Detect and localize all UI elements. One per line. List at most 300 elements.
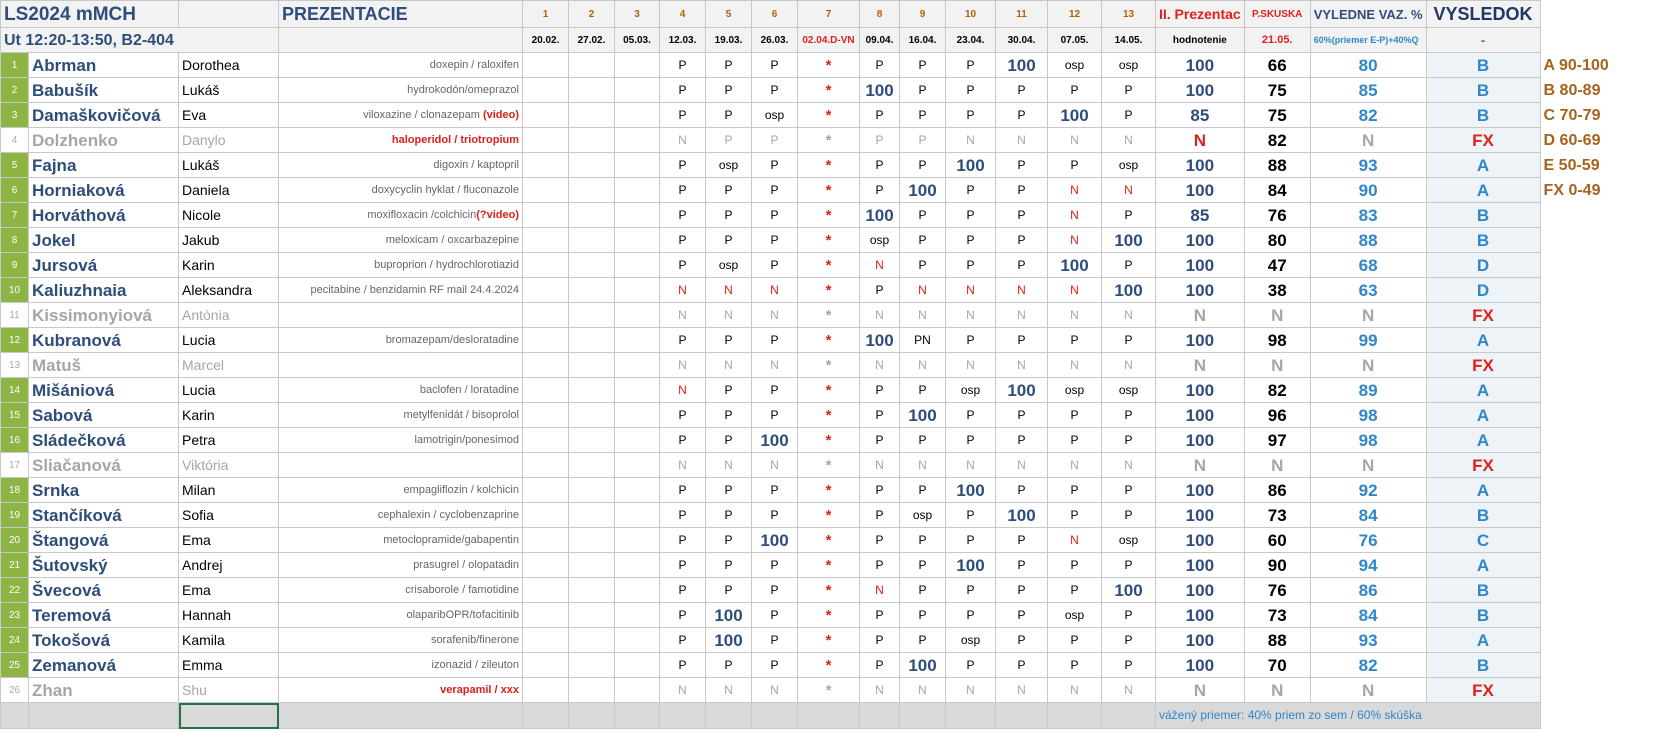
session-num[interactable]: 13 [1102, 1, 1156, 28]
attendance-cell[interactable]: N [946, 128, 996, 153]
student-firstname[interactable]: Antónia [179, 303, 279, 328]
session-num[interactable]: 7 [798, 1, 860, 28]
attendance-cell[interactable]: P [660, 153, 706, 178]
prezentacie-header[interactable]: PREZENTACIE [279, 1, 523, 28]
attendance-cell[interactable]: P [946, 503, 996, 528]
attendance-cell[interactable]: 100 [1102, 278, 1156, 303]
attendance-cell[interactable]: N [900, 278, 946, 303]
attendance-cell[interactable]: P [1102, 653, 1156, 678]
attendance-cell[interactable]: * [798, 128, 860, 153]
attendance-cell[interactable]: P [996, 203, 1048, 228]
attendance-cell[interactable]: P [1102, 78, 1156, 103]
attendance-cell[interactable]: N [1048, 678, 1102, 703]
attendance-cell[interactable]: P [860, 103, 900, 128]
p-skuska-header[interactable]: P.SKUSKA [1244, 1, 1310, 28]
attendance-cell[interactable]: * [798, 78, 860, 103]
row-number[interactable]: 23 [1, 603, 29, 628]
attendance-cell[interactable]: P [946, 203, 996, 228]
header-cell[interactable] [179, 1, 279, 28]
attendance-cell[interactable]: 100 [1048, 103, 1102, 128]
final-grade[interactable]: B [1426, 203, 1540, 228]
attendance-cell[interactable]: * [798, 603, 860, 628]
weighted-result[interactable]: 80 [1310, 53, 1426, 78]
attendance-cell[interactable]: 100 [706, 628, 752, 653]
attendance-cell[interactable]: P [996, 78, 1048, 103]
attendance-cell[interactable] [523, 528, 569, 553]
attendance-cell[interactable]: P [752, 53, 798, 78]
attendance-cell[interactable]: 100 [996, 503, 1048, 528]
attendance-cell[interactable]: P [1102, 203, 1156, 228]
attendance-cell[interactable]: P [996, 403, 1048, 428]
attendance-cell[interactable]: P [900, 103, 946, 128]
attendance-cell[interactable]: P [752, 178, 798, 203]
attendance-cell[interactable] [523, 228, 569, 253]
attendance-cell[interactable]: osp [1102, 53, 1156, 78]
final-grade[interactable]: FX [1426, 128, 1540, 153]
final-grade[interactable]: A [1426, 153, 1540, 178]
attendance-cell[interactable] [569, 203, 615, 228]
attendance-cell[interactable]: P [706, 503, 752, 528]
attendance-cell[interactable]: P [860, 403, 900, 428]
session-num[interactable]: 8 [860, 1, 900, 28]
attendance-cell[interactable] [569, 353, 615, 378]
student-firstname[interactable]: Petra [179, 428, 279, 453]
student-firstname[interactable]: Karin [179, 253, 279, 278]
attendance-cell[interactable]: P [900, 553, 946, 578]
student-surname[interactable]: Stančíková [29, 503, 179, 528]
drug-assignment[interactable] [279, 428, 523, 453]
student-firstname[interactable]: Eva [179, 103, 279, 128]
attendance-cell[interactable]: osp [900, 503, 946, 528]
row-number[interactable]: 3 [1, 103, 29, 128]
session-date[interactable]: 05.03. [615, 28, 660, 53]
attendance-cell[interactable]: P [860, 428, 900, 453]
weighted-result[interactable]: 93 [1310, 153, 1426, 178]
footer-cell[interactable] [615, 703, 660, 729]
student-surname[interactable]: Teremová [29, 603, 179, 628]
p-skuska-score[interactable]: 82 [1244, 128, 1310, 153]
session-num[interactable]: 12 [1048, 1, 1102, 28]
attendance-cell[interactable]: N [996, 278, 1048, 303]
attendance-cell[interactable] [523, 428, 569, 453]
attendance-cell[interactable]: P [946, 253, 996, 278]
attendance-cell[interactable] [569, 603, 615, 628]
p-skuska-score[interactable]: 80 [1244, 228, 1310, 253]
p-skuska-score[interactable]: 75 [1244, 103, 1310, 128]
final-grade[interactable]: FX [1426, 678, 1540, 703]
attendance-cell[interactable]: P [752, 578, 798, 603]
student-surname[interactable]: Kubranová [29, 328, 179, 353]
attendance-cell[interactable]: N [900, 678, 946, 703]
ii-prezentacia-score[interactable]: 100 [1156, 628, 1245, 653]
p-skuska-score[interactable]: 70 [1244, 653, 1310, 678]
attendance-cell[interactable]: * [798, 103, 860, 128]
weighted-result[interactable]: 90 [1310, 178, 1426, 203]
drug-assignment[interactable] [279, 478, 523, 503]
attendance-cell[interactable]: P [1048, 78, 1102, 103]
student-surname[interactable]: Sabová [29, 403, 179, 428]
attendance-cell[interactable]: P [1102, 628, 1156, 653]
attendance-cell[interactable] [615, 153, 660, 178]
attendance-cell[interactable]: 100 [860, 328, 900, 353]
attendance-cell[interactable]: P [860, 478, 900, 503]
row-number[interactable]: 16 [1, 428, 29, 453]
attendance-cell[interactable]: N [660, 128, 706, 153]
row-number[interactable]: 12 [1, 328, 29, 353]
weighted-result[interactable]: 76 [1310, 528, 1426, 553]
student-surname[interactable]: Fajna [29, 153, 179, 178]
hodnotenie-header[interactable]: hodnotenie [1156, 28, 1245, 53]
attendance-cell[interactable]: P [860, 628, 900, 653]
attendance-cell[interactable]: N [996, 128, 1048, 153]
attendance-cell[interactable]: osp [1102, 153, 1156, 178]
attendance-cell[interactable]: osp [752, 103, 798, 128]
attendance-cell[interactable]: N [996, 353, 1048, 378]
attendance-cell[interactable]: P [946, 228, 996, 253]
attendance-cell[interactable] [523, 53, 569, 78]
footer-cell[interactable] [996, 703, 1048, 729]
attendance-cell[interactable]: P [706, 478, 752, 503]
attendance-cell[interactable] [523, 503, 569, 528]
attendance-cell[interactable]: N [996, 453, 1048, 478]
weighted-result[interactable]: 93 [1310, 628, 1426, 653]
p-skuska-score[interactable]: 84 [1244, 178, 1310, 203]
final-grade[interactable]: FX [1426, 453, 1540, 478]
attendance-cell[interactable]: P [860, 53, 900, 78]
student-firstname[interactable]: Milan [179, 478, 279, 503]
student-surname[interactable]: Dolzhenko [29, 128, 179, 153]
ii-prezentacia-score[interactable]: 100 [1156, 328, 1245, 353]
attendance-cell[interactable] [569, 328, 615, 353]
row-number[interactable]: 15 [1, 403, 29, 428]
row-number[interactable]: 4 [1, 128, 29, 153]
attendance-cell[interactable] [523, 403, 569, 428]
attendance-cell[interactable] [523, 453, 569, 478]
attendance-cell[interactable]: osp [706, 153, 752, 178]
attendance-cell[interactable] [615, 678, 660, 703]
final-grade[interactable]: A [1426, 378, 1540, 403]
student-surname[interactable]: Srnka [29, 478, 179, 503]
attendance-cell[interactable]: P [946, 603, 996, 628]
final-grade[interactable]: B [1426, 653, 1540, 678]
attendance-cell[interactable] [569, 503, 615, 528]
ii-prezentacia-score[interactable]: 100 [1156, 578, 1245, 603]
student-surname[interactable]: Jokel [29, 228, 179, 253]
attendance-cell[interactable] [615, 203, 660, 228]
attendance-cell[interactable]: 100 [860, 78, 900, 103]
drug-assignment[interactable] [279, 53, 523, 78]
attendance-cell[interactable]: N [752, 278, 798, 303]
attendance-cell[interactable]: N [706, 278, 752, 303]
attendance-cell[interactable]: 100 [752, 428, 798, 453]
attendance-cell[interactable] [615, 478, 660, 503]
ii-prezentacia-score[interactable]: 100 [1156, 153, 1245, 178]
attendance-cell[interactable] [523, 603, 569, 628]
attendance-cell[interactable] [569, 428, 615, 453]
ii-prezentacia-score[interactable]: 100 [1156, 428, 1245, 453]
student-surname[interactable]: Horniaková [29, 178, 179, 203]
attendance-cell[interactable] [569, 178, 615, 203]
final-grade[interactable]: FX [1426, 353, 1540, 378]
session-num[interactable]: 9 [900, 1, 946, 28]
ii-prezentacia-score[interactable]: N [1156, 353, 1245, 378]
drug-assignment[interactable] [279, 78, 523, 103]
attendance-cell[interactable]: P [1102, 328, 1156, 353]
ii-prezentacia-score[interactable]: 100 [1156, 253, 1245, 278]
row-number[interactable]: 21 [1, 553, 29, 578]
attendance-cell[interactable]: P [752, 653, 798, 678]
attendance-cell[interactable]: 100 [860, 203, 900, 228]
footer-cell[interactable] [946, 703, 996, 729]
attendance-cell[interactable]: P [752, 203, 798, 228]
header-cell[interactable] [279, 28, 523, 53]
row-number[interactable]: 8 [1, 228, 29, 253]
weighted-result[interactable]: 86 [1310, 578, 1426, 603]
attendance-cell[interactable]: P [660, 53, 706, 78]
attendance-cell[interactable]: P [706, 378, 752, 403]
p-skuska-score[interactable]: 73 [1244, 503, 1310, 528]
row-number[interactable]: 5 [1, 153, 29, 178]
attendance-cell[interactable]: P [752, 378, 798, 403]
weighted-result[interactable]: 89 [1310, 378, 1426, 403]
attendance-cell[interactable] [523, 353, 569, 378]
attendance-cell[interactable]: P [860, 653, 900, 678]
attendance-cell[interactable]: osp [946, 378, 996, 403]
row-number[interactable]: 10 [1, 278, 29, 303]
attendance-cell[interactable]: * [798, 53, 860, 78]
student-firstname[interactable]: Daniela [179, 178, 279, 203]
ii-prezentacia-score[interactable]: 100 [1156, 553, 1245, 578]
attendance-cell[interactable] [523, 203, 569, 228]
attendance-cell[interactable]: N [860, 578, 900, 603]
ii-prezentacia-score[interactable]: N [1156, 453, 1245, 478]
drug-assignment[interactable] [279, 203, 523, 228]
ii-prezentacia-score[interactable]: 100 [1156, 178, 1245, 203]
attendance-cell[interactable]: * [798, 178, 860, 203]
attendance-cell[interactable]: P [900, 253, 946, 278]
student-firstname[interactable]: Shu [179, 678, 279, 703]
weighted-result[interactable]: 82 [1310, 653, 1426, 678]
attendance-cell[interactable]: N [946, 678, 996, 703]
session-date[interactable]: 12.03. [660, 28, 706, 53]
row-number[interactable]: 22 [1, 578, 29, 603]
attendance-cell[interactable]: N [996, 303, 1048, 328]
attendance-cell[interactable]: P [752, 628, 798, 653]
attendance-cell[interactable]: P [660, 178, 706, 203]
attendance-cell[interactable]: P [752, 553, 798, 578]
p-skuska-score[interactable]: 60 [1244, 528, 1310, 553]
attendance-cell[interactable]: N [660, 453, 706, 478]
attendance-cell[interactable] [523, 253, 569, 278]
ii-prezentacia-score[interactable]: 100 [1156, 278, 1245, 303]
attendance-cell[interactable]: P [946, 428, 996, 453]
row-number[interactable]: 14 [1, 378, 29, 403]
drug-assignment[interactable] [279, 453, 523, 478]
attendance-cell[interactable]: N [706, 678, 752, 703]
attendance-cell[interactable] [569, 278, 615, 303]
attendance-cell[interactable] [615, 303, 660, 328]
p-skuska-score[interactable]: 88 [1244, 628, 1310, 653]
attendance-cell[interactable]: N [1102, 353, 1156, 378]
attendance-cell[interactable]: N [946, 303, 996, 328]
attendance-cell[interactable]: * [798, 228, 860, 253]
attendance-cell[interactable]: P [752, 403, 798, 428]
footer-cell[interactable] [523, 703, 569, 729]
attendance-cell[interactable]: osp [946, 628, 996, 653]
attendance-cell[interactable] [615, 353, 660, 378]
attendance-cell[interactable]: P [706, 203, 752, 228]
attendance-cell[interactable]: P [660, 253, 706, 278]
attendance-cell[interactable] [569, 103, 615, 128]
final-grade[interactable]: A [1426, 478, 1540, 503]
attendance-cell[interactable]: P [1102, 478, 1156, 503]
p-skuska-score[interactable]: N [1244, 353, 1310, 378]
attendance-cell[interactable] [615, 578, 660, 603]
weighted-result[interactable]: 63 [1310, 278, 1426, 303]
drug-assignment[interactable] [279, 153, 523, 178]
attendance-cell[interactable] [569, 678, 615, 703]
attendance-cell[interactable] [569, 228, 615, 253]
drug-assignment[interactable] [279, 653, 523, 678]
attendance-cell[interactable] [615, 553, 660, 578]
attendance-cell[interactable]: * [798, 278, 860, 303]
row-number[interactable]: 20 [1, 528, 29, 553]
attendance-cell[interactable]: P [660, 578, 706, 603]
attendance-cell[interactable] [523, 278, 569, 303]
student-surname[interactable]: Sliačanová [29, 453, 179, 478]
attendance-cell[interactable]: P [752, 253, 798, 278]
attendance-cell[interactable]: P [1048, 653, 1102, 678]
weighted-result[interactable]: 98 [1310, 428, 1426, 453]
footer-cell[interactable] [279, 703, 523, 729]
ii-prezentacia-score[interactable]: 100 [1156, 528, 1245, 553]
attendance-cell[interactable]: N [1048, 203, 1102, 228]
attendance-cell[interactable]: P [752, 503, 798, 528]
attendance-cell[interactable] [615, 428, 660, 453]
final-grade[interactable]: D [1426, 253, 1540, 278]
attendance-cell[interactable]: N [1048, 178, 1102, 203]
ii-prezentacia-score[interactable]: 100 [1156, 503, 1245, 528]
attendance-cell[interactable] [523, 653, 569, 678]
attendance-cell[interactable]: P [1102, 553, 1156, 578]
attendance-cell[interactable] [615, 228, 660, 253]
empty-cell[interactable] [1540, 1, 1640, 28]
attendance-cell[interactable]: P [946, 578, 996, 603]
attendance-cell[interactable]: P [900, 128, 946, 153]
attendance-cell[interactable] [569, 253, 615, 278]
student-surname[interactable]: Mišániová [29, 378, 179, 403]
p-skuska-score[interactable]: 47 [1244, 253, 1310, 278]
attendance-cell[interactable]: P [996, 578, 1048, 603]
attendance-cell[interactable]: P [660, 553, 706, 578]
attendance-cell[interactable] [615, 53, 660, 78]
attendance-cell[interactable]: P [706, 428, 752, 453]
student-surname[interactable]: Šutovský [29, 553, 179, 578]
attendance-cell[interactable]: * [798, 328, 860, 353]
session-date[interactable]: 19.03. [706, 28, 752, 53]
attendance-cell[interactable]: N [660, 353, 706, 378]
attendance-cell[interactable]: P [660, 78, 706, 103]
student-firstname[interactable]: Jakub [179, 228, 279, 253]
attendance-cell[interactable]: P [996, 603, 1048, 628]
drug-assignment[interactable] [279, 353, 523, 378]
weighted-result[interactable]: 94 [1310, 553, 1426, 578]
attendance-cell[interactable]: P [660, 403, 706, 428]
drug-assignment[interactable] [279, 503, 523, 528]
drug-assignment[interactable] [279, 678, 523, 703]
weighted-result[interactable]: 82 [1310, 103, 1426, 128]
attendance-cell[interactable] [615, 528, 660, 553]
session-num[interactable]: 10 [946, 1, 996, 28]
footer-cell[interactable] [798, 703, 860, 729]
attendance-cell[interactable]: N [996, 678, 1048, 703]
ii-prezentacia-score[interactable]: 100 [1156, 378, 1245, 403]
attendance-cell[interactable] [523, 478, 569, 503]
attendance-cell[interactable] [615, 278, 660, 303]
attendance-cell[interactable]: P [900, 603, 946, 628]
attendance-cell[interactable]: P [706, 403, 752, 428]
session-date[interactable]: 23.04. [946, 28, 996, 53]
attendance-cell[interactable]: * [798, 553, 860, 578]
final-grade[interactable]: A [1426, 328, 1540, 353]
attendance-cell[interactable]: N [1048, 128, 1102, 153]
session-num[interactable]: 4 [660, 1, 706, 28]
drug-assignment[interactable] [279, 303, 523, 328]
attendance-cell[interactable] [569, 153, 615, 178]
attendance-cell[interactable]: P [860, 553, 900, 578]
attendance-cell[interactable]: P [946, 178, 996, 203]
session-num[interactable]: 6 [752, 1, 798, 28]
attendance-cell[interactable]: 100 [900, 653, 946, 678]
attendance-cell[interactable]: P [996, 228, 1048, 253]
attendance-cell[interactable]: P [996, 628, 1048, 653]
final-grade[interactable]: D [1426, 278, 1540, 303]
attendance-cell[interactable]: * [798, 478, 860, 503]
attendance-cell[interactable] [523, 678, 569, 703]
attendance-cell[interactable]: P [900, 78, 946, 103]
p-skuska-date[interactable]: 21.05. [1244, 28, 1310, 53]
row-number[interactable]: 6 [1, 178, 29, 203]
attendance-cell[interactable] [569, 553, 615, 578]
attendance-cell[interactable]: * [798, 628, 860, 653]
vysledne-formula[interactable]: 60%(priemer E-P)+40%Q [1310, 28, 1426, 53]
session-num[interactable]: 5 [706, 1, 752, 28]
attendance-cell[interactable]: P [660, 478, 706, 503]
drug-assignment[interactable] [279, 103, 523, 128]
weighted-result[interactable]: 99 [1310, 328, 1426, 353]
final-grade[interactable]: A [1426, 553, 1540, 578]
row-number[interactable]: 7 [1, 203, 29, 228]
attendance-cell[interactable]: P [660, 653, 706, 678]
row-number[interactable]: 26 [1, 678, 29, 703]
final-grade[interactable]: A [1426, 428, 1540, 453]
attendance-cell[interactable]: P [996, 653, 1048, 678]
attendance-cell[interactable]: P [860, 528, 900, 553]
attendance-cell[interactable]: * [798, 403, 860, 428]
attendance-cell[interactable] [615, 628, 660, 653]
attendance-cell[interactable]: N [660, 303, 706, 328]
attendance-cell[interactable]: P [1048, 153, 1102, 178]
attendance-cell[interactable]: 100 [1048, 253, 1102, 278]
attendance-cell[interactable] [523, 328, 569, 353]
attendance-cell[interactable] [523, 103, 569, 128]
student-surname[interactable]: Zhan [29, 678, 179, 703]
final-grade[interactable]: B [1426, 603, 1540, 628]
drug-assignment[interactable] [279, 553, 523, 578]
ii-prezentacia-score[interactable]: 100 [1156, 78, 1245, 103]
attendance-cell[interactable]: * [798, 528, 860, 553]
attendance-cell[interactable]: N [706, 303, 752, 328]
